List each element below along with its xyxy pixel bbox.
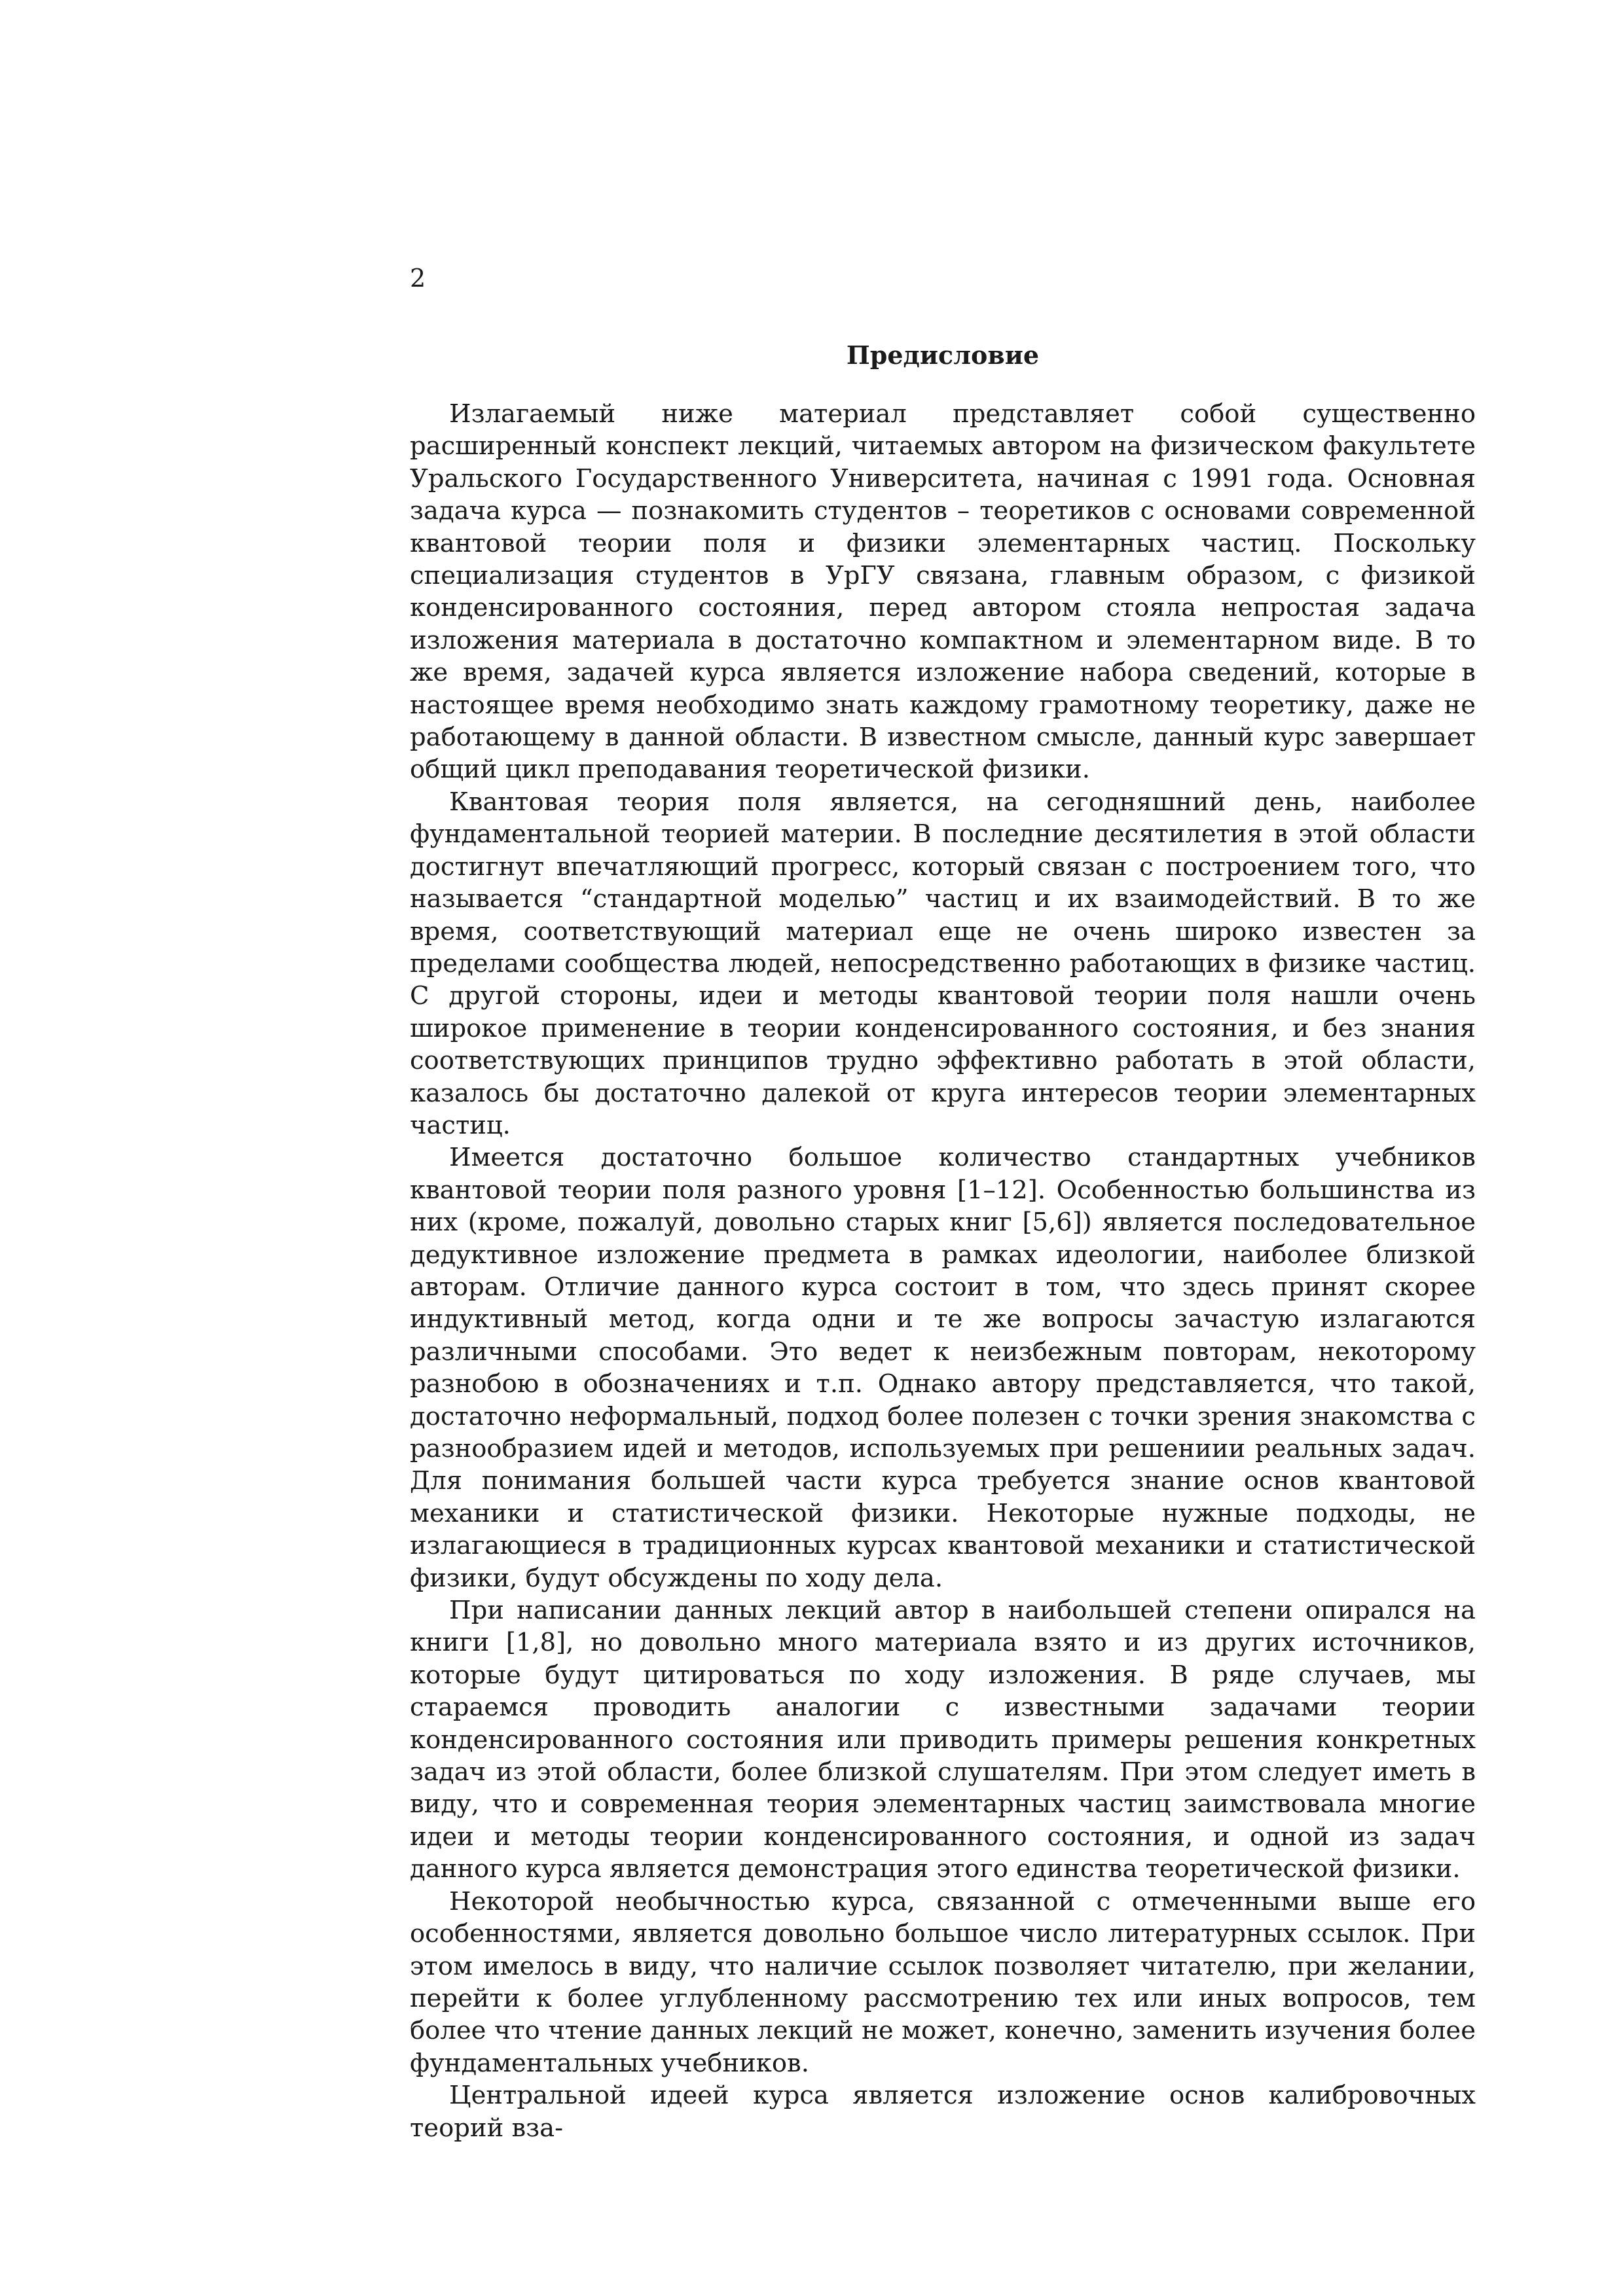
section-title: Предисловие	[846, 340, 1040, 370]
paragraph: Излагаемый ниже материал представляет собой существенно расширенный конспект лекций, читаемых автором на физическом факультете Уральского Государственного Университета, начиная с 1991 года. Основная задача курса — познакомить студентов – теоретиков с основами современной квантовой теории поля и физики элементарных частиц. Поскольку специализация студентов в УрГУ связана, главным образом, с физикой конденсированного состояния, перед автором стояла непростая задача изложения материала в достаточно компактном и элементарном виде. В то же время, задачей курса является изложение набора сведений, которые в настоящее время необходимо знать каждому грамотному теоретику, даже не работающему в данной области. В известном смысле, данный курс завершает общий цикл преподавания теоретической физики.	[410, 399, 1476, 785]
page-number: 2	[410, 264, 426, 293]
paragraph: Квантовая теория поля является, на сегодняшний день, наиболее фундаментальной теорией материи. В последние десятилетия в этой области достигнут впечатляющий прогресс, который связан с построением того, что называется “стандартной моделью” частиц и их взаимодействий. В то же время, соответствующий материал еще не очень широко известен за пределами сообщества людей, непосредственно работающих в физике частиц. С другой стороны, идеи и методы квантовой теории поля нашли очень широкое применение в теории конденсированного состояния, и без знания соответствующих принципов трудно эффективно работать в этой области, казалось бы достаточно далекой от круга интересов теории элементарных частиц.	[410, 787, 1476, 1140]
paragraph: При написании данных лекций автор в наибольшей степени опирался на книги [1,8], но довольно много материала взято и из других источников, которые будут цитироваться по ходу изложения. В ряде случаев, мы стараемся проводить аналогии с известными задачами теории конденсированного состояния или приводить примеры решения конкретных задач из этой области, более близкой слушателям. При этом следует иметь в виду, что и современная теория элементарных частиц заимствовала многие идеи и методы теории конденсированного состояния, и одной из задач данного курса является демонстрация этого единства теоретической физики.	[410, 1596, 1476, 1884]
paragraph: Некоторой необычностью курса, связанной с отмеченными выше его особенностями, является довольно большое число литературных ссылок. При этом имелось в виду, что наличие ссылок позволяет читателю, при желании, перейти к более углубленному рассмотрению тех или иных вопросов, тем более что чтение данных лекций не может, конечно, заменить изучения более фундаментальных учебников.	[410, 1886, 1476, 2078]
paragraph: Центральной идеей курса является изложение основ калибровочных теорий вза-	[410, 2081, 1476, 2143]
preface-body	[410, 398, 1476, 2144]
paragraph: Имеется достаточно большое количество стандартных учебников квантовой теории поля разного уровня [1–12]. Особенностью большинства из них (кроме, пожалуй, довольно старых книг [5,6]) является последовательное дедуктивное изложение предмета в рамках идеологии, наиболее близкой авторам. Отличие данного курса состоит в том, что здесь принят скорее индуктивный метод, когда одни и те же вопросы зачастую излагаются различными способами. Это ведет к неизбежным повторам, некоторому разнобою в обозначениях и т.п. Однако автору представляется, что такой, достаточно неформальный, подход более полезен с точки зрения знакомства с разнообразием идей и методов, используемых при решениии реальных задач. Для понимания большей части курса требуется знание основ квантовой механики и статистической физики. Некоторые нужные подходы, не излагающиеся в традиционных курсах квантовой механики и статистической физики, будут обсуждены по ходу дела.	[410, 1143, 1476, 1593]
